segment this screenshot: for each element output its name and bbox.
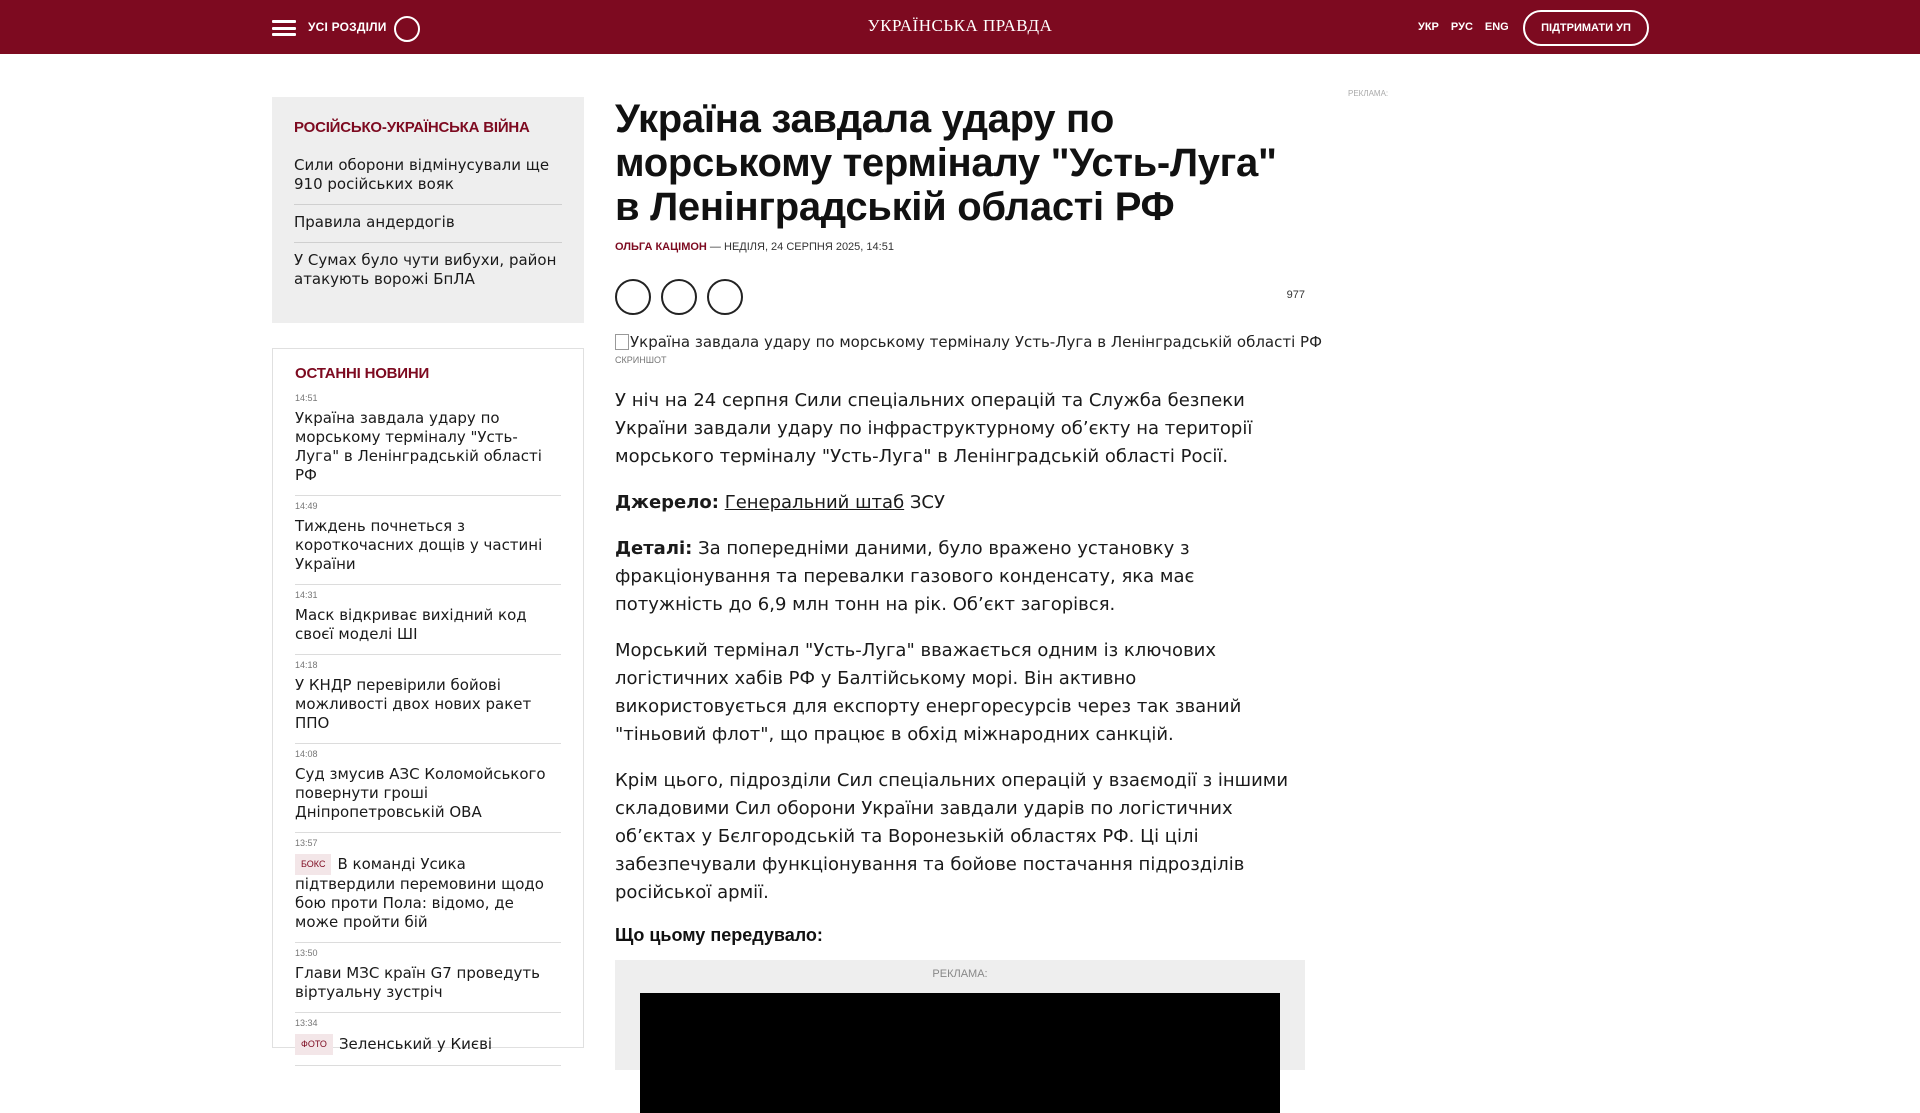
news-tag[interactable]: ФОТО [295,1034,333,1055]
search-icon[interactable] [394,16,420,42]
support-button[interactable]: ПІДТРИМАТИ УП [1523,10,1649,46]
article [615,97,1322,1070]
article-subhead: Що цьому передувало: [615,925,823,945]
site-logo[interactable]: УКРАЇНСЬКА ПРАВДА [867,16,1053,35]
menu-icon[interactable] [272,20,296,36]
inline-ad [615,960,1305,1070]
article-byline [615,241,1305,253]
news-time: 13:50 [295,948,318,958]
ad-label: РЕКЛАМА: [932,968,988,980]
latest-news-list [295,388,561,1066]
lang-eng[interactable]: ENG [1484,21,1509,33]
news-title[interactable] [295,765,561,822]
latest-news-box [272,348,584,1053]
news-title-text: Зеленський у Києві [338,1035,493,1053]
war-news-box [272,97,584,323]
news-title[interactable] [295,517,561,574]
news-title-text: Глави МЗС країн G7 проведуть віртуальну зустріч [295,964,540,1001]
news-title-text: Україна завдала удару по морському терміналу "Усть-Луга" в Ленінградській області РФ [295,409,542,484]
news-time: 14:51 [295,393,318,403]
latest-news-title[interactable]: ОСТАННІ НОВИНИ [295,365,430,382]
source-paragraph [615,489,1305,517]
news-list-item[interactable] [295,833,561,943]
lang-rus[interactable]: РУС [1450,21,1473,33]
war-item[interactable]: Сили оборони відмінусували ще 910 російських вояк [294,148,562,205]
news-time: 13:34 [295,1018,318,1028]
article-date: НЕДІЛЯ, 24 СЕРПНЯ 2025, 14:51 [724,241,894,253]
broken-image-icon [615,334,629,350]
share-x-icon[interactable] [661,279,697,315]
author-link[interactable]: ОЛЬГА КАЦІМОН [615,241,707,253]
news-title-text: У КНДР перевірили бойові можливості двох нових ракет ППО [295,676,532,732]
news-time: 14:08 [295,749,318,759]
all-sections-link[interactable]: УСІ РОЗДІЛИ [308,20,387,34]
article-paragraph: Морський термінал "Усть-Луга" вважається одним із ключових логістичних хабів РФ у Балтійському морі. Він активно використовується для експорту енергоресурсів через так званий "тіньовий флот", що працює в обхід міжнародних санкцій. [615,640,1242,745]
language-switcher [1418,21,1509,33]
news-time: 14:31 [295,590,318,600]
news-title-text: Суд змусив АЗС Коломойського повернути гроші Дніпропетровській ОВА [295,765,546,821]
source-link[interactable]: Генеральний штаб [724,492,905,513]
war-box-title[interactable]: РОСІЙСЬКО-УКРАЇНСЬКА ВІЙНА [294,119,530,136]
article-main-image [615,333,1322,351]
source-rest: ЗСУ [904,492,945,513]
news-title-text: В команді Усика підтвердили перемовини щодо бою проти Пола: відомо, де може пройти бій [295,855,544,931]
war-item[interactable]: Правила андердогів [294,205,562,243]
news-title-text: Тиждень почнеться з короткочасних дощів у частині України [295,517,543,573]
share-telegram-icon[interactable] [707,279,743,315]
byline-separator: — [706,241,724,253]
news-time: 14:49 [295,501,318,511]
news-time: 14:18 [295,660,318,670]
news-time: 13:57 [295,838,318,848]
share-facebook-icon[interactable] [615,279,651,315]
article-lead: У ніч на 24 серпня Сили спеціальних операцій та Служба безпеки України завдали удару по інфраструктурному об’єкту на території морського терміналу "Усть-Луга" в Ленінградській області Росії. [615,390,1253,467]
news-title[interactable] [295,854,561,932]
news-tag[interactable]: БОКС [295,854,331,875]
side-ad-label: РЕКЛАМА: [1348,89,1389,98]
news-title[interactable] [295,409,561,485]
lang-ukr[interactable]: УКР [1418,21,1439,33]
news-title[interactable] [295,964,561,1002]
details-paragraph [615,535,1305,619]
war-item[interactable]: У Сумах було чути вибухи, район атакують ворожі БпЛА [294,251,557,288]
image-alt-text: Україна завдала удару по морському терміналу Усть-Луга в Ленінградській області РФ [630,333,1322,351]
news-list-item[interactable] [295,388,561,496]
news-title[interactable] [295,606,561,644]
details-text: За попередніми даними, було вражено установку з фракціонування та перевалки газового конденсату, яка має потужність до 6,9 млн тонн на рік. Об’єкт загорівся. [615,538,1195,615]
views-count: 977 [1286,289,1305,301]
image-caption: СКРИНШОТ [615,355,667,365]
source-label: Джерело: [615,492,719,513]
news-list-item[interactable] [295,585,561,655]
news-list-item[interactable] [295,655,561,744]
news-list-item[interactable] [295,943,561,1013]
news-title-text: Маск відкриває вихідний код своєї моделі ШІ [295,606,527,643]
news-title[interactable] [295,676,561,733]
site-header [0,0,1920,54]
details-label: Деталі: [615,538,693,559]
page-content [0,54,1920,1053]
news-list-item[interactable] [295,496,561,585]
news-list-item[interactable] [295,1013,561,1066]
article-headline: Україна завдала удару по морському терміналу "Усть-Луга" в Ленінградській області РФ [615,97,1277,229]
share-row [615,279,1305,315]
news-list-item[interactable] [295,744,561,833]
news-title[interactable] [295,1034,561,1055]
ad-video-player[interactable] [640,993,1280,1113]
article-paragraph: Крім цього, підрозділи Сил спеціальних операцій у взаємодії з іншими складовими Сил оборони України завдали ударів по логістичних об’єктах у Бєлгородській та Воронезькій областях РФ. Ці цілі забезпечували функціонування та бойове постачання підрозділів російської армії. [615,770,1289,903]
